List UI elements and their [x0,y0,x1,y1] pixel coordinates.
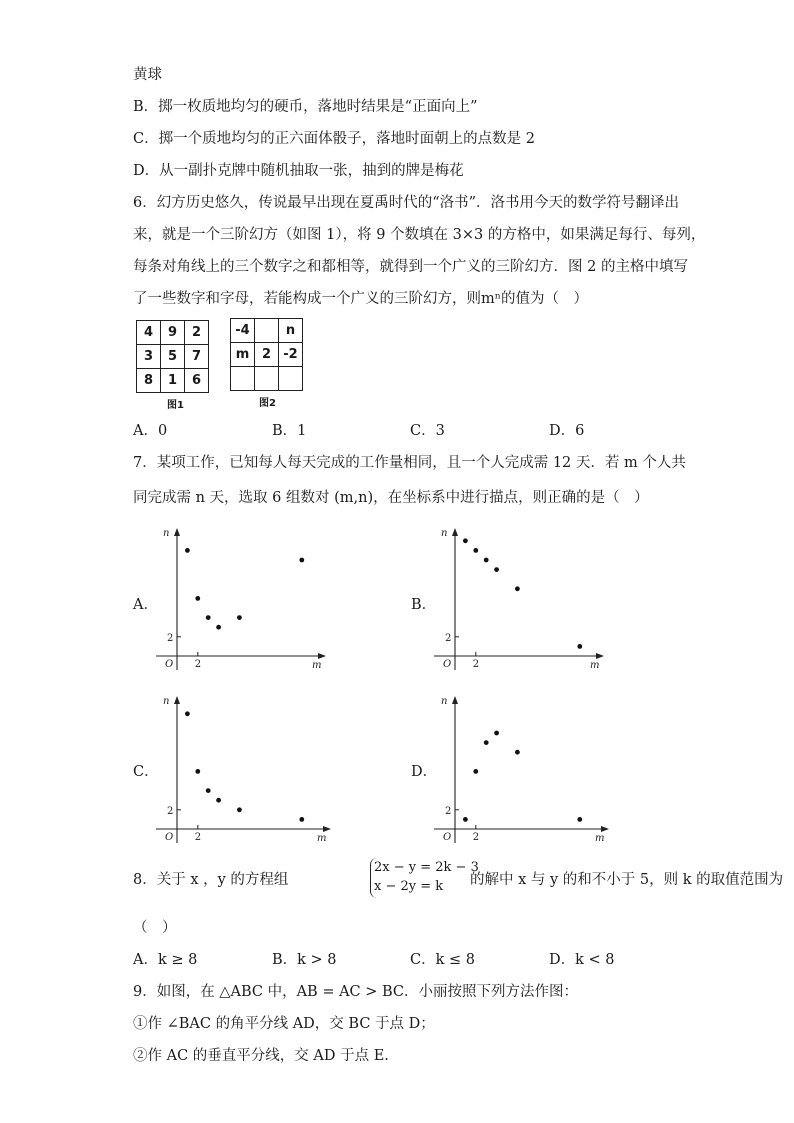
fig1-cell: 1 [161,369,185,393]
data-point [463,538,468,543]
data-point [473,548,478,553]
equation-system [370,858,479,898]
fig1-cell: 6 [185,369,209,393]
data-point [216,625,221,630]
q8-option-b: B．k > 8 [272,952,337,968]
data-point [237,807,242,812]
data-point [515,586,520,591]
q5-option-d: D．从一副扑克牌中随机抽取一张，抽到的牌是梅花 [133,163,464,179]
y-axis-arrow [174,528,180,536]
q6-text-line-4: 了一些数字和字母，若能构成一个广义的三阶幻方，则mⁿ的值为（ ） [133,291,589,307]
data-point [463,817,468,822]
data-point [216,798,221,803]
x-tick-label: 2 [194,659,202,670]
magic-square-figure-1 [136,320,209,393]
y-tick-label: 2 [445,805,452,817]
origin-label: O [443,659,452,670]
fig2-cell [231,367,255,391]
fig2-cell: n [279,319,303,343]
fig2-cell [255,319,279,343]
q9-text-line-1: 9．如图，在 △ABC 中，AB = AC > BC．小丽按照下列方法作图： [133,984,579,1000]
scatter-graph-d [430,690,615,845]
fig2-cell: 2 [255,343,279,367]
fig1-cell: 5 [161,345,185,369]
data-point [195,769,200,774]
fig2-cell: -2 [279,343,303,367]
data-point [299,817,304,822]
fig2-cell: m [231,343,255,367]
graph-d-label: D． [411,764,438,780]
option-line-yellow-ball: 黄球 [133,67,162,83]
x-axis-name: m [590,660,600,671]
q8-text-line-1a: 8．关于 x ，y 的方程组 [133,872,289,888]
x-axis-name: m [317,833,327,844]
q6-option-c: C．3 [410,423,445,439]
fig1-cell: 3 [137,345,161,369]
equation-1: 2x − y = 2k − 3 [374,860,479,875]
x-axis-arrow [318,653,326,659]
y-axis-arrow [452,696,458,704]
y-tick-label: 2 [167,632,174,644]
q5-option-c: C．掷一个质地均匀的正六面体骰子，落地时面朝上的点数是 2 [133,131,535,147]
fig1-cell: 7 [185,345,209,369]
q8-text-line-2: （ ） [133,920,177,936]
origin-label: O [165,832,174,843]
q6-text-line-1: 6．幻方历史悠久，传说最早出现在夏禹时代的“洛书”．洛书用今天的数学符号翻译出 [133,195,680,211]
q6-text-line-3: 每条对角线上的三个数字之和都相等，就得到一个广义的三阶幻方．图 2 的主格中填写 [133,259,688,275]
x-axis-arrow [601,826,609,832]
x-tick-label: 2 [472,832,480,843]
graph-b-label: B． [411,597,437,613]
data-point [473,769,478,774]
data-point [185,711,190,716]
data-point [577,817,582,822]
data-point [484,558,489,563]
q6-text-line-2: 来，就是一个三阶幻方（如图 1），将 9 个数填在 3×3 的方格中，如果满足每行、每列， [133,227,706,243]
y-tick-label: 2 [167,805,174,817]
q6-option-d: D．6 [549,423,585,439]
fig1-cell: 2 [185,321,209,345]
data-point [185,548,190,553]
q7-text-line-2: 同完成需 n 天，选取 6 组数对 (m,n)，在坐标系中进行描点，则正确的是（ ） [133,490,649,506]
magic-square-figure-2 [230,318,303,391]
y-tick-label: 2 [445,632,452,644]
q8-option-d: D．k < 8 [549,952,615,968]
q8-option-c: C．k ≤ 8 [410,952,475,968]
origin-label: O [443,832,452,843]
equation-2: x − 2y = k [374,879,444,894]
data-point [195,596,200,601]
scatter-graph-b [430,522,610,672]
data-point [299,558,304,563]
fig1-cell: 9 [161,321,185,345]
x-axis-arrow [323,826,331,832]
scatter-graph-c [152,690,337,845]
x-axis-arrow [596,653,604,659]
x-axis-name: m [312,660,322,671]
q9-text-line-3: ②作 AC 的垂直平分线，交 AD 于点 E. [133,1048,389,1064]
y-axis-name: n [441,528,448,539]
q6-option-a: A．0 [133,423,168,439]
data-point [515,750,520,755]
y-axis-name: n [441,696,448,707]
graph-c-label: C． [133,764,159,780]
x-tick-label: 2 [194,832,202,843]
data-point [494,731,499,736]
fig2-cell [279,367,303,391]
q8-text-line-1b: 的解中 x 与 y 的和不小于 5，则 k 的取值范围为 [470,872,784,888]
y-axis-name: n [163,696,170,707]
data-point [206,788,211,793]
y-axis-name: n [163,528,170,539]
origin-label: O [165,659,174,670]
y-axis-arrow [174,696,180,704]
x-tick-label: 2 [472,659,480,670]
fig2-cell: -4 [231,319,255,343]
q8-option-a: A．k ≥ 8 [133,952,198,968]
data-point [237,615,242,620]
data-point [484,740,489,745]
x-axis-name: m [595,833,605,844]
q7-text-line-1: 7．某项工作，已知每人每天完成的工作量相同，且一个人完成需 12 天．若 m 个人共 [133,455,686,471]
data-point [206,615,211,620]
fig1-cell: 8 [137,369,161,393]
q9-text-line-2: ①作 ∠BAC 的角平分线 AD，交 BC 于点 D； [133,1016,435,1032]
y-axis-arrow [452,528,458,536]
scatter-graph-a [152,522,332,672]
fig1-cell: 4 [137,321,161,345]
figure-1-caption: 图1 [167,400,184,411]
q6-option-b: B．1 [272,423,307,439]
figure-2-caption: 图2 [259,398,276,409]
graph-a-label: A． [133,597,158,613]
fig2-cell [255,367,279,391]
data-point [577,644,582,649]
q5-option-b: B．掷一枚质地均匀的硬币，落地时结果是“正面向上” [133,99,478,115]
data-point [494,567,499,572]
